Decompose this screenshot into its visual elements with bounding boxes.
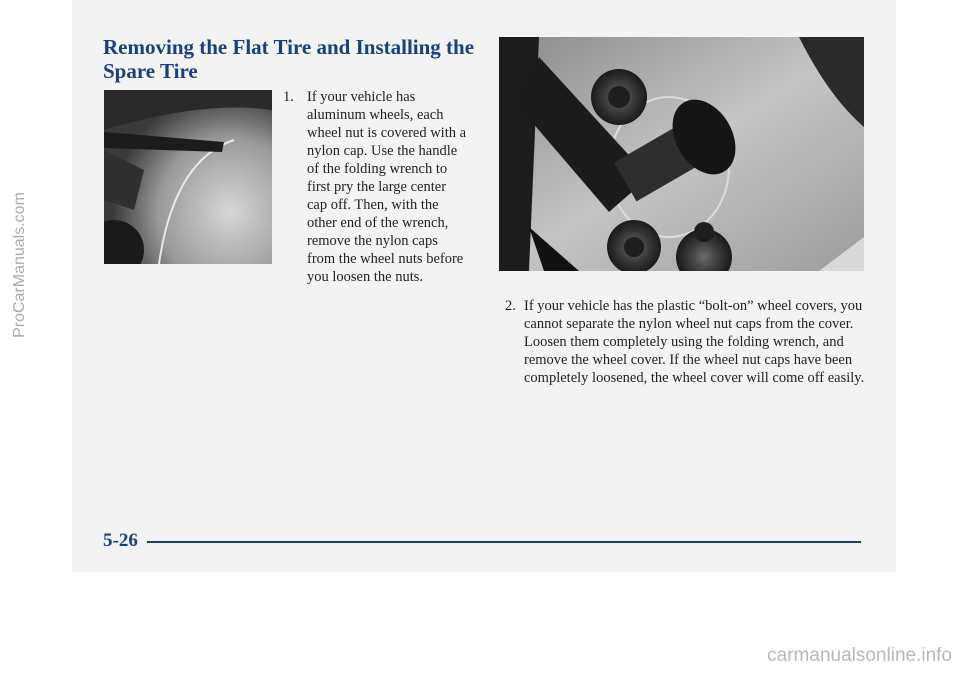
page-number: 5-26 — [103, 530, 138, 551]
step-1-number: 1. — [283, 89, 294, 105]
step-2 — [505, 297, 865, 387]
photo-wheel-nuts-wrench — [499, 37, 864, 271]
step-1-text: If your vehicle has aluminum wheels, each wheel nut is covered with a nylon cap. Use the handle of the folding wrench to first pry the large center cap off. Then, with the other end of the wrench, remove the nylon caps from the wheel nuts before you loosen the nuts. — [307, 89, 467, 285]
side-watermark: ProCarManuals.com — [11, 192, 28, 338]
bottom-watermark: carmanualsonline.info — [767, 645, 952, 666]
step-2-number: 2. — [505, 298, 516, 314]
footer-rule — [147, 541, 861, 543]
step-2-text: If your vehicle has the plastic “bolt-on” wheel covers, you cannot separate the nylon wheel nut caps from the cover. Loosen them completely using the folding wrench, and remove the wheel cover. If the wheel nut caps have been completely loosened, the wheel cover will come off easily. — [524, 298, 865, 386]
section-heading: Removing the Flat Tire and Installing the Spare Tire — [103, 35, 475, 83]
step-1 — [283, 88, 468, 286]
photo-prying-center-cap — [104, 90, 272, 264]
